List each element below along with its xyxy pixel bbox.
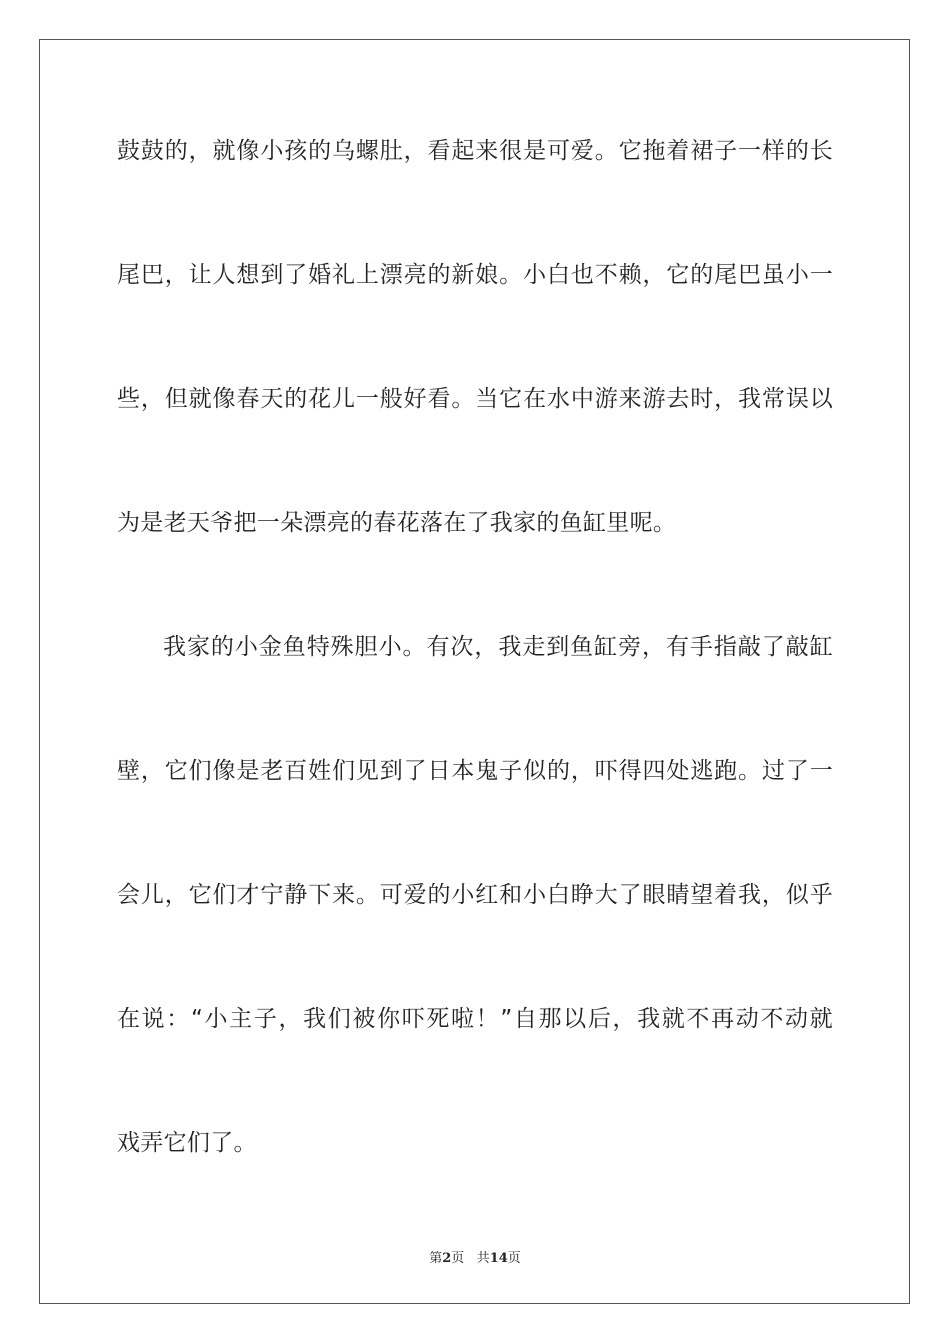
text-line: 尾巴，让人想到了婚礼上漂亮的新娘。小白也不赖，它的尾巴虽小一 (117, 262, 833, 288)
text-line: 鼓鼓的，就像小孩的乌螺肚，看起来很是可爱。它拖着裙子一样的长 (117, 138, 833, 164)
total-suffix: 页 (507, 1251, 521, 1266)
text-line: 在说：“小主子，我们被你吓死啦！”自那以后，我就不再动不动就 (117, 1006, 833, 1032)
page-number: 2 (442, 1251, 452, 1266)
page-prefix: 第 (429, 1251, 443, 1266)
total-pages: 14 (489, 1251, 508, 1266)
page-footer (0, 1247, 950, 1266)
page-suffix: 页 (451, 1251, 465, 1266)
text-line: 戏弄它们了。 (117, 1130, 257, 1156)
page-border (39, 39, 910, 1304)
text-line: 些，但就像春天的花儿一般好看。当它在水中游来游去时，我常误以 (117, 386, 833, 412)
text-line: 我家的小金鱼特殊胆小。有次，我走到鱼缸旁，有手指敲了敲缸 (163, 634, 833, 660)
text-line: 为是老天爷把一朵漂亮的春花落在了我家的鱼缸里呢。 (117, 510, 677, 536)
total-prefix: 共 (476, 1251, 490, 1266)
text-line: 会儿，它们才宁静下来。可爱的小红和小白睁大了眼睛望着我，似乎 (117, 882, 833, 908)
text-line: 壁，它们像是老百姓们见到了日本鬼子似的，吓得四处逃跑。过了一 (117, 758, 833, 784)
